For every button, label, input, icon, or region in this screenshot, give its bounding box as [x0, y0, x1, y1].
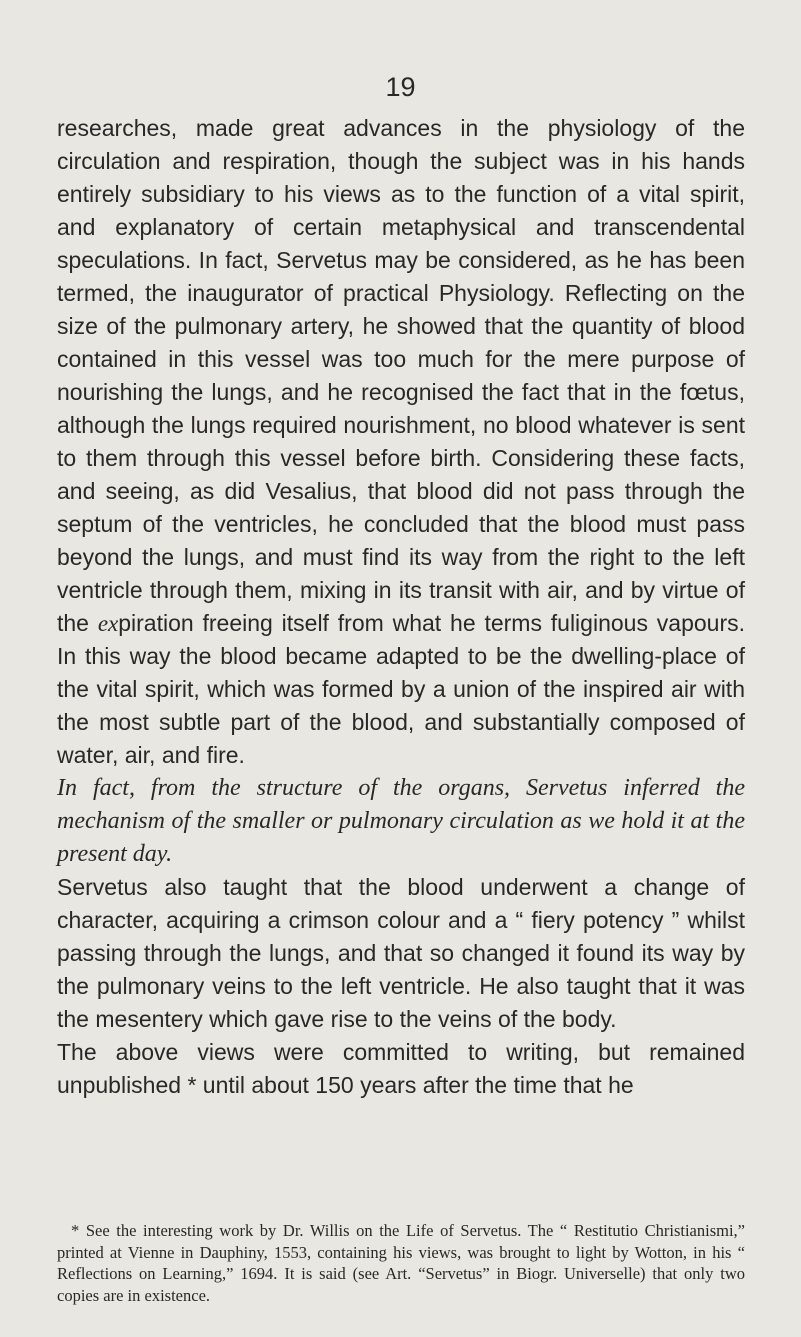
body-text — [57, 112, 745, 1102]
emphasis-ex: ex — [97, 611, 119, 636]
paragraph-3: Servetus also taught that the blood underwent a change of character, acquiring a crimson colour and a “ fiery potency ” whilst passing through the lungs, and that so changed it found its way by the pulmonary veins to the left ventricle. He also taught that it was the mesentery which gave rise to the veins of the body. — [57, 874, 745, 1032]
paragraph-1-text: researches, made great advances in the physiology of the circulation and respiration, though the subject was in his hands entirely subsidiary to his views as to the function of a vital spirit, and explanatory of certain metaphysical and transcendental speculations. In fact, Servetus may be considered, as he has been termed, the inaugurator of practical Physiology. Reflecting on the size of the pulmonary artery, he showed that the quantity of blood contained in this vessel was too much for the mere purpose of nourishing the lungs, and he recognised the fact that in the fœtus, although the lungs required nourishment, no blood whatever is sent to them through this vessel before birth. Considering these facts, and seeing, as did Vesalius, that blood did not pass through the septum of the ventricles, he concluded that the blood must pass beyond the lungs, and must find its way from the right to the left ventricle through them, mixing in its transit with air, and by virtue of the — [57, 115, 745, 636]
paragraph-4: The above views were committed to writing, but remained unpublished * until about 150 years after the time that he — [57, 1039, 745, 1098]
paragraph-1-text-after: piration freeing itself from what he terms fuliginous vapours. In this way the blood became adapted to be the dwelling-place of the vital spirit, which was formed by a union of the inspired air with the most subtle part of the blood, and substantially composed of water, air, and fire. — [57, 610, 745, 768]
footnote-text: * See the interesting work by Dr. Willis on the Life of Servetus. The “ Restitutio Christianismi,” printed at Vienne in Dauphiny, 1553, containing his views, was brought to light by Wotton, in his “ Reflections on Learning,” 1694. It is said (see Art. “Servetus” in Biogr. Universelle) that only two copies are in existence. — [57, 1221, 745, 1305]
italic-paragraph: In fact, from the structure of the organs, Servetus inferred the mechanism of the smaller or pulmonary circulation as we hold it at the present day. — [57, 775, 745, 867]
footnote — [57, 1220, 745, 1306]
paragraph-1 — [57, 112, 745, 772]
page-number: 19 — [385, 72, 416, 102]
